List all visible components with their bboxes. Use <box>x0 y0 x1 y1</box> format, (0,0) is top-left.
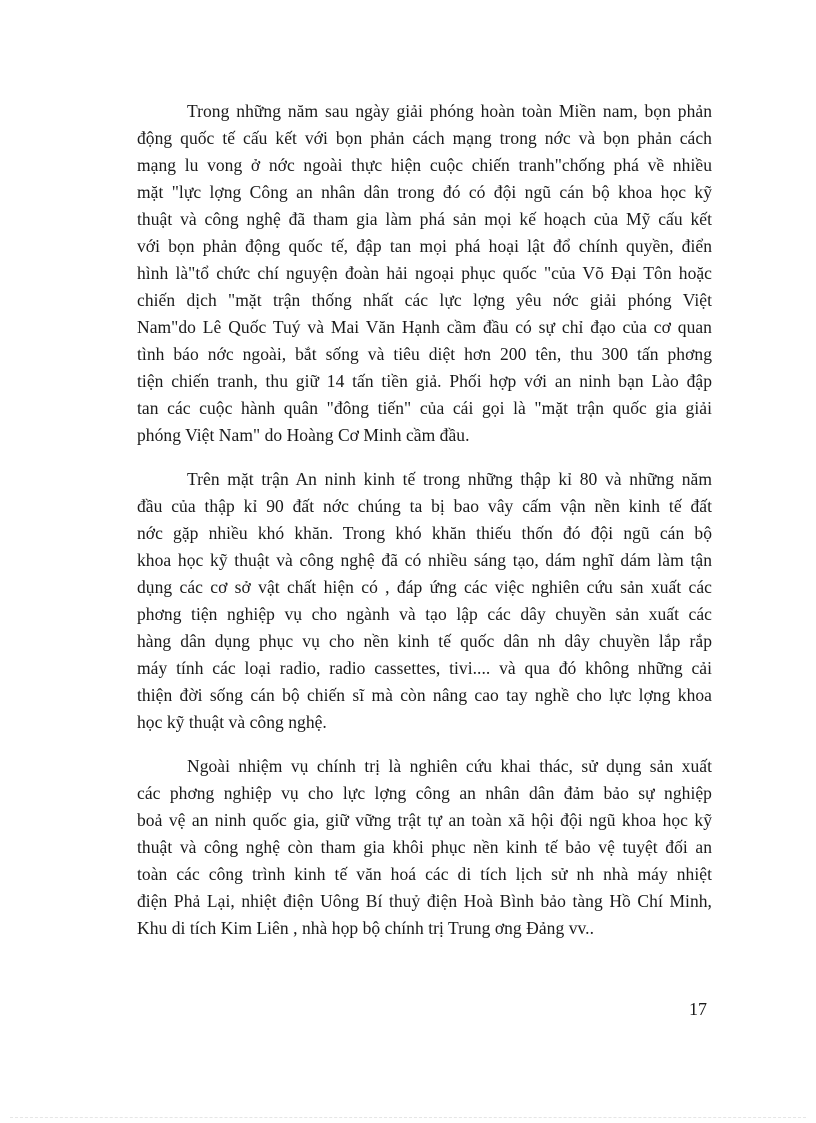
text-line: phơng tiện nghiệp vụ cho ngành và tạo lập các dây chuyền sản xuất các <box>137 604 712 624</box>
text-line: dụng các cơ sở vật chất hiện có , đáp ứng các việc nghiên cứu sản xuất các <box>137 577 712 597</box>
text-line: máy tính các loại radio, radio cassettes, tivi.... và qua đó không những cải <box>137 658 712 678</box>
text-line: phóng Việt Nam" do Hoàng Cơ Minh cầm đầu. <box>137 425 470 445</box>
text-line: tan các cuộc hành quân "đông tiến" của cái gọi là "mặt trận quốc gia giải <box>137 398 712 418</box>
text-line: chiến dịch "mặt trận thống nhất các lực lợng yêu nớc giải phóng Việt <box>137 290 712 310</box>
text-line: khoa học kỹ thuật và công nghệ đã có nhiều sáng tạo, dám nghĩ dám làm tận <box>137 550 712 570</box>
text-line: động quốc tế cấu kết với bọn phản cách mạng trong nớc và bọn phản cách <box>137 128 712 148</box>
body-text <box>137 98 712 959</box>
text-line: các phơng nghiệp vụ cho lực lợng công an nhân dân đảm bảo sự nghiệp <box>137 783 712 803</box>
text-line: thiện đời sống cán bộ chiến sĩ mà còn nâng cao tay nghề cho lực lợng khoa <box>137 685 712 705</box>
text-line: với bọn phản động quốc tế, đập tan mọi phá hoại lật đổ chính quyền, điển <box>137 236 712 256</box>
text-line: Trong những năm sau ngày giải phóng hoàn toàn Miền nam, bọn phản <box>187 101 712 121</box>
page-bottom-rule <box>10 1117 806 1118</box>
paragraph-1 <box>137 98 712 449</box>
text-line: thuật và công nghệ còn tham gia khôi phục nền kinh tế bảo vệ tuyệt đối an <box>137 837 712 857</box>
text-line: toàn các công trình kinh tế văn hoá các di tích lịch sử nh nhà máy nhiệt <box>137 864 712 884</box>
text-line: mạng lu vong ở nớc ngoài thực hiện cuộc chiến tranh"chống phá về nhiều <box>137 155 712 175</box>
text-line: hình là"tổ chức chí nguyện đoàn hải ngoại phục quốc "của Võ Đại Tôn hoặc <box>137 263 712 283</box>
text-line: tình báo nớc ngoài, bắt sống và tiêu diệt hơn 200 tên, thu 300 tấn phơng <box>137 344 712 364</box>
paragraph-2 <box>137 466 712 736</box>
text-line: Khu di tích Kim Liên , nhà họp bộ chính trị Trung ơng Đảng vv.. <box>137 918 595 938</box>
paragraph-3 <box>137 753 712 942</box>
text-line: hàng dân dụng phục vụ cho nền kinh tế quốc dân nh dây chuyền lắp rắp <box>137 631 712 651</box>
text-line: Nam"do Lê Quốc Tuý và Mai Văn Hạnh cầm đầu có sự chỉ đạo của cơ quan <box>137 317 712 337</box>
text-line: boả vệ an ninh quốc gia, giữ vững trật tự an toàn xã hội đội ngũ khoa học kỹ <box>137 810 712 830</box>
text-line: học kỹ thuật và công nghệ. <box>137 712 327 732</box>
page-number: 17 <box>689 999 707 1019</box>
text-line: mặt "lực lợng Công an nhân dân trong đó có đội ngũ cán bộ khoa học kỹ <box>137 182 712 202</box>
text-line: tiện chiến tranh, thu giữ 14 tấn tiền giả. Phối hợp với an ninh bạn Lào đập <box>137 371 712 391</box>
text-line: thuật và công nghệ đã tham gia làm phá sản mọi kế hoạch của Mỹ cấu kết <box>137 209 712 229</box>
text-line: đầu của thập kỉ 90 đất nớc chúng ta bị bao vây cấm vận nền kinh tế đất <box>137 496 712 516</box>
text-line: Ngoài nhiệm vụ chính trị là nghiên cứu khai thác, sử dụng sản xuất <box>187 756 712 776</box>
text-line: Trên mặt trận An ninh kinh tế trong những thập kỉ 80 và những năm <box>187 469 712 489</box>
text-line: nớc gặp nhiều khó khăn. Trong khó khăn thiếu thốn đó đội ngũ cán bộ <box>137 523 712 543</box>
text-line: điện Phả Lại, nhiệt điện Uông Bí thuỷ điện Hoà Bình bảo tàng Hồ Chí Minh, <box>137 891 712 911</box>
